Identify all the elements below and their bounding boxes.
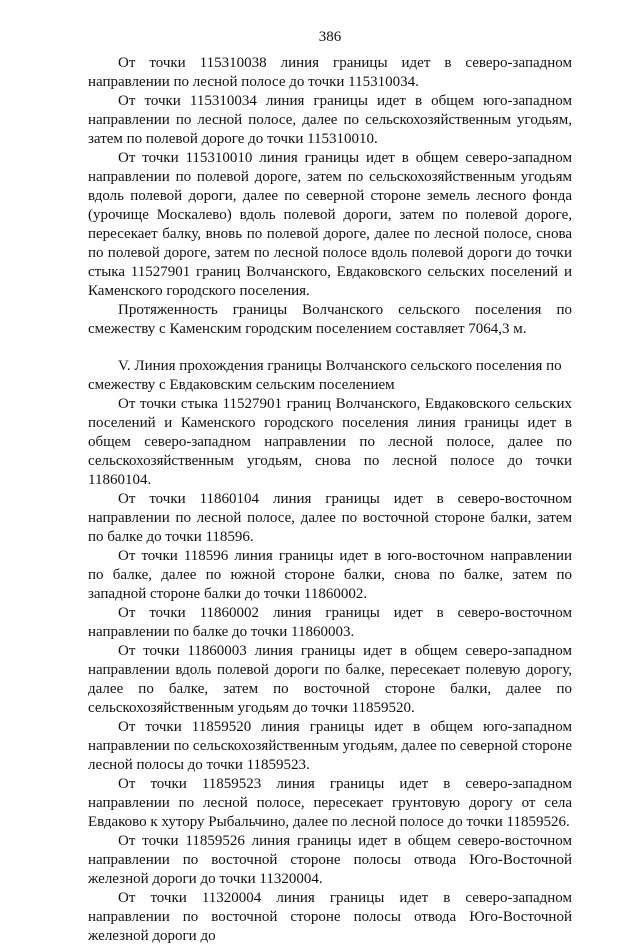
paragraph: От точки 115310010 линия границы идет в общем северо-западном направлении по полевой дороге, затем по сельскохозяйственным угодьям вдоль полевой дороги, далее по северной стороне земель лесного фонда (урочище Москалево) вдоль полевой дороги, затем по полевой дороге, пересекает балку, вновь по полевой дороге, далее по лесной полосе, снова по полевой дороге, затем по лесной полосе вдоль полевой дороги до точки стыка 11527901 границ Волчанского, Евдаковского сельских поселений и Каменского городского поселения. (88, 150, 572, 299)
paragraph: От точки 11859520 линия границы идет в общем юго-западном направлении по сельскохозяйственным угодьям, далее по северной стороне лесной полосы до точки 11859523. (88, 719, 572, 773)
page-number: 386 (318, 29, 342, 45)
paragraph: От точки 11320004 линия границы идет в северо-западном направлении по восточной стороне полосы отвода Юго-Восточной железной дороги до (88, 890, 572, 944)
paragraph: От точки 115310034 линия границы идет в общем юго-западном направлении по лесной полосе, далее по сельскохозяйственным угодьям, затем по полевой дороге до точки 115310010. (88, 93, 572, 147)
paragraph: От точки 11859523 линия границы идет в северо-западном направлении по лесной полосе, пересекает грунтовую дорогу от села Евдаково к хутору Рыбальчино, далее по лесной полосе до точки 11859526. (88, 776, 572, 830)
paragraph: От точки стыка 11527901 границ Волчанского, Евдаковского сельских поселений и Каменского городского поселения линия границы идет в общем северо-западном направлении по лесной полосе, далее по сельскохозяйственным угодьям, снова по лесной полосе до точки 11860104. (88, 396, 572, 488)
paragraph: От точки 11859526 линия границы идет в общем северо-восточном направлении по восточной стороне полосы отвода Юго-Восточной железной дороги до точки 11320004. (88, 833, 572, 887)
section-heading: V. Линия прохождения границы Волчанского сельского поселения по смежеству с Евдаковским сельским поселением (88, 358, 562, 393)
paragraph: От точки 11860003 линия границы идет в общем северо-западном направлении вдоль полевой дороги по балке, пересекает полевую дорогу, далее по балке, затем по восточной стороне балки, далее по сельскохозяйственным угодьям до точки 11859520. (88, 643, 572, 716)
document-page (88, 28, 572, 946)
paragraph: От точки 11860002 линия границы идет в северо-восточном направлении по балке до точки 11860003. (88, 605, 572, 640)
paragraph: От точки 115310038 линия границы идет в северо-западном направлении по лесной полосе до точки 115310034. (88, 55, 572, 90)
paragraph: Протяженность границы Волчанского сельского поселения по смежеству с Каменским городским поселением составляет 7064,3 м. (88, 302, 572, 337)
paragraph: От точки 118596 линия границы идет в юго-восточном направлении по балке, далее по южной стороне балки, снова по балке, затем по западной стороне балки до точки 11860002. (88, 548, 572, 602)
paragraph: От точки 11860104 линия границы идет в северо-восточном направлении по лесной полосе, далее по восточной стороне балки, затем по балке до точки 118596. (88, 491, 572, 545)
